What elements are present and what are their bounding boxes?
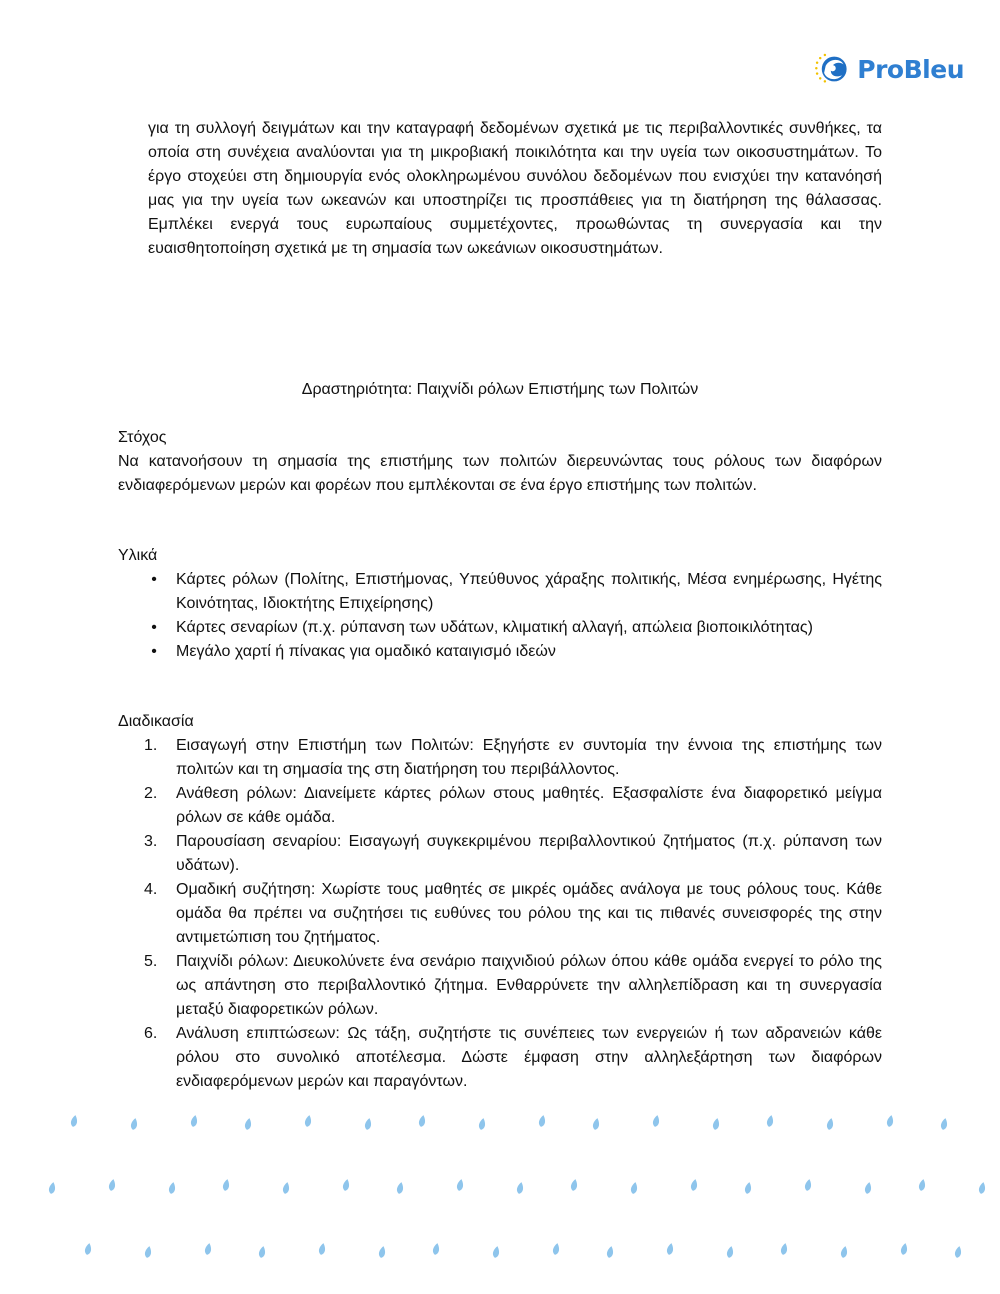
droplet-icon [168, 1182, 176, 1195]
droplet-icon [592, 1118, 600, 1131]
droplet-icon [84, 1243, 92, 1256]
droplet-icon [666, 1243, 674, 1256]
goal-heading: Στόχος [118, 429, 167, 446]
droplet-icon [282, 1182, 290, 1195]
droplet-icon [130, 1118, 138, 1131]
droplet-icon [492, 1246, 500, 1259]
step-number: 1. [144, 737, 158, 754]
materials-list [118, 568, 882, 664]
droplet-icon [244, 1118, 252, 1131]
droplet-icon [744, 1182, 752, 1195]
droplet-icon [108, 1179, 116, 1192]
probleu-logo [814, 47, 964, 91]
droplet-icon [570, 1179, 578, 1192]
droplet-icon [48, 1182, 56, 1195]
logo-emblem-icon [814, 47, 851, 91]
droplet-icon [204, 1243, 212, 1256]
material-text: Κάρτες ρόλων (Πολίτης, Επιστήμονας, Υπεύθυνος χάραξης πολιτικής, Μέσα ενημέρωσης, Ηγέτης Κοινότητας, Ιδιοκτήτης Επιχείρησης) [176, 571, 882, 612]
list-item [118, 950, 882, 1022]
droplet-icon [304, 1115, 312, 1128]
step-text: Εισαγωγή στην Επιστήμη των Πολιτών: Εξηγήστε εν συντομία την έννοια της επιστήμης των πολιτών και τη σημασία της στη διατήρηση του περιβάλλοντος. [176, 737, 882, 778]
procedure-list [118, 734, 882, 1094]
material-text: Κάρτες σεναρίων (π.χ. ρύπανση των υδάτων, κλιματική αλλαγή, απώλεια βιοποικιλότητας) [176, 619, 813, 636]
bullet-marker: • [151, 619, 157, 636]
list-item [118, 830, 882, 878]
droplet-icon [840, 1246, 848, 1259]
bullet-marker: • [151, 643, 157, 660]
droplet-icon [978, 1182, 986, 1195]
droplet-icon [432, 1243, 440, 1256]
step-text: Ανάλυση επιπτώσεων: Ως τάξη, συζητήστε τις συνέπειες των ενεργειών ή των αδρανειών κάθε ρόλου στο συνολικό αποτέλεσμα. Δώστε έμφαση στην αλληλεξάρτηση των διαφόρων ενδιαφερόμενων μερών και παραγόντων. [176, 1025, 882, 1090]
droplet-icon [766, 1115, 774, 1128]
activity-title: Δραστηριότητα: Παιχνίδι ρόλων Επιστήμης των Πολιτών [301, 381, 699, 398]
droplet-icon [516, 1182, 524, 1195]
droplet-icon [418, 1115, 426, 1128]
step-text: Παιχνίδι ρόλων: Διευκολύνετε ένα σενάριο παιχνιδιού ρόλων όπου κάθε ομάδα ενεργεί το ρόλο της ως απάντηση στο περιβαλλοντικό ζήτημα. Ενθαρρύνετε την αλληλεπίδραση και τη συνεργασία μεταξύ διαφορετικών ρόλων. [176, 953, 882, 1018]
list-item [118, 1022, 882, 1094]
step-text: Ανάθεση ρόλων: Διανείμετε κάρτες ρόλων στους μαθητές. Εξασφαλίστε ένα διαφορετικό μείγμα ρόλων σε κάθε ομάδα. [176, 785, 882, 826]
list-item [118, 782, 882, 830]
droplet-icon [70, 1115, 78, 1128]
droplet-icon [900, 1243, 908, 1256]
list-item [118, 616, 882, 640]
droplet-icon [918, 1179, 926, 1192]
droplet-icon [222, 1179, 230, 1192]
droplet-icon [258, 1246, 266, 1259]
list-item [118, 568, 882, 616]
material-text: Μεγάλο χαρτί ή πίνακας για ομαδικό καταιγισμό ιδεών [176, 643, 556, 660]
step-number: 6. [144, 1025, 158, 1042]
droplet-icon [630, 1182, 638, 1195]
droplet-icon [726, 1246, 734, 1259]
logo-text: ProBleu [857, 54, 964, 84]
droplet-icon [886, 1115, 894, 1128]
droplet-icon [478, 1118, 486, 1131]
droplet-icon [144, 1246, 152, 1259]
list-item [118, 734, 882, 782]
droplet-icon [396, 1182, 404, 1195]
step-text: Παρουσίαση σεναρίου: Εισαγωγή συγκεκριμένου περιβαλλοντικού ζητήματος (π.χ. ρύπανση των υδάτων). [176, 833, 882, 874]
droplet-icon [780, 1243, 788, 1256]
step-number: 5. [144, 953, 158, 970]
droplet-icon [690, 1179, 698, 1192]
droplet-icon [552, 1243, 560, 1256]
droplet-icon [652, 1115, 660, 1128]
droplet-icon [954, 1246, 962, 1259]
droplet-icon [318, 1243, 326, 1256]
droplet-icon [456, 1179, 464, 1192]
droplet-icon [606, 1246, 614, 1259]
step-number: 2. [144, 785, 158, 802]
droplet-icon [864, 1182, 872, 1195]
droplet-icon [538, 1115, 546, 1128]
droplet-pattern [0, 1100, 1000, 1280]
list-item [118, 640, 882, 664]
bullet-marker: • [151, 571, 157, 588]
materials-heading: Υλικά [118, 547, 158, 564]
droplet-icon [378, 1246, 386, 1259]
droplet-icon [712, 1118, 720, 1131]
droplet-icon [804, 1179, 812, 1192]
droplet-icon [826, 1118, 834, 1131]
step-number: 3. [144, 833, 158, 850]
step-number: 4. [144, 881, 158, 898]
droplet-icon [342, 1179, 350, 1192]
droplet-icon [364, 1118, 372, 1131]
step-text: Ομαδική συζήτηση: Χωρίστε τους μαθητές σε μικρές ομάδες ανάλογα με τους ρόλους τους. Κάθε ομάδα θα πρέπει να συζητήσει τις ευθύνες του ρόλου της και τις πιθανές συνεισφορές της στην αντιμετώπιση του ζητήματος. [176, 881, 882, 946]
procedure-heading: Διαδικασία [118, 713, 194, 730]
goal-text: Να κατανοήσουν τη σημασία της επιστήμης των πολιτών διερευνώντας τους ρόλους των διαφόρων ενδιαφερόμενων μερών και φορέων που εμπλέκονται σε ένα έργο επιστήμης των πολιτών. [118, 453, 882, 494]
droplet-icon [940, 1118, 948, 1131]
list-item [118, 878, 882, 950]
droplet-icon [190, 1115, 198, 1128]
intro-paragraph: για τη συλλογή δειγμάτων και την καταγραφή δεδομένων σχετικά με τις περιβαλλοντικές συνθήκες, τα οποία στη συνέχεια αναλύονται για τη μικροβιακή ποικιλότητα και την υγεία των οικοσυστημάτων. Το έργο στοχεύει στη δημιουργία ενός ολοκληρωμένου συνόλου δεδομένων που ενισχύει την κατανόησή μας για την υγεία των ωκεανών και υποστηρίζει τις προσπάθειες για τη διατήρηση της θάλασσας. Εμπλέκει ενεργά τους ευρωπαίους συμμετέχοντες, προωθώντας τη συνεργασία και την ευαισθητοποίηση σχετικά με τη σημασία των ωκεάνιων οικοσυστημάτων. [148, 120, 882, 257]
